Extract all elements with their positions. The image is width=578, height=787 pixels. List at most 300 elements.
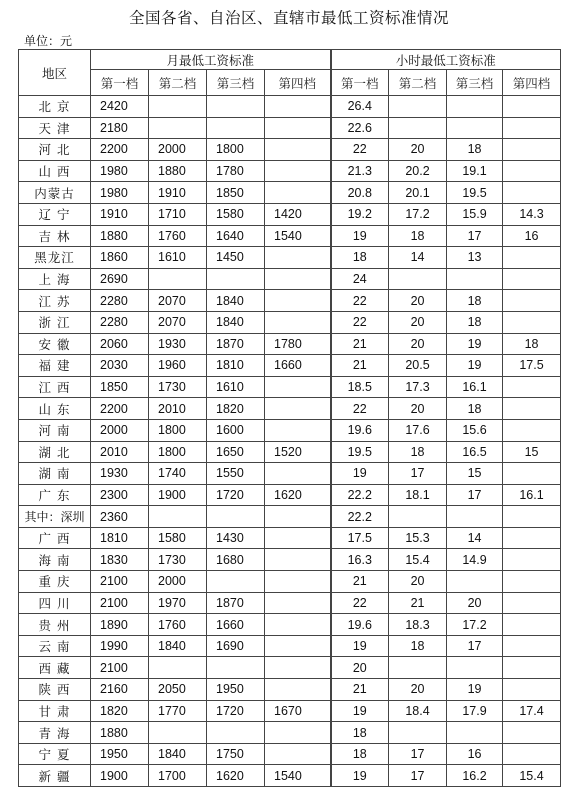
hourly-wage-cell: 18 <box>447 398 503 420</box>
hourly-wage-cell: 19.5 <box>447 182 503 204</box>
monthly-wage-cell <box>207 657 265 679</box>
hourly-wage-cell: 20 <box>389 571 447 593</box>
monthly-wage-cell: 2010 <box>91 441 149 463</box>
hourly-wage-cell <box>447 506 503 528</box>
table-row <box>19 96 561 118</box>
monthly-wage-cell: 2100 <box>91 571 149 593</box>
monthly-wage-cell: 1610 <box>149 247 207 269</box>
hourly-wage-cell <box>503 247 561 269</box>
table-row <box>19 635 561 657</box>
hourly-wage-cell <box>503 398 561 420</box>
hourly-wage-cell <box>503 160 561 182</box>
region-cell: 上 海 <box>19 268 91 290</box>
hourly-wage-cell: 19.5 <box>331 441 389 463</box>
monthly-wage-cell: 1830 <box>91 549 149 571</box>
region-cell: 河 南 <box>19 419 91 441</box>
table-row <box>19 722 561 744</box>
monthly-wage-cell: 1750 <box>207 743 265 765</box>
table-row <box>19 679 561 701</box>
monthly-wage-cell <box>265 743 331 765</box>
monthly-wage-cell <box>265 139 331 161</box>
monthly-wage-cell: 1990 <box>91 635 149 657</box>
monthly-wage-cell: 1690 <box>207 635 265 657</box>
hourly-wage-cell: 21 <box>331 679 389 701</box>
monthly-wage-cell: 1780 <box>265 333 331 355</box>
monthly-wage-cell <box>265 160 331 182</box>
monthly-wage-cell: 1700 <box>149 765 207 787</box>
monthly-wage-cell: 2200 <box>91 139 149 161</box>
monthly-wage-cell: 1520 <box>265 441 331 463</box>
monthly-wage-cell <box>265 247 331 269</box>
table-row <box>19 614 561 636</box>
region-cell: 山 西 <box>19 160 91 182</box>
monthly-wage-cell <box>149 657 207 679</box>
monthly-wage-cell: 1850 <box>91 376 149 398</box>
hourly-wage-cell <box>447 571 503 593</box>
hourly-wage-cell: 20 <box>447 592 503 614</box>
hourly-wage-cell: 20.2 <box>389 160 447 182</box>
hourly-wage-cell <box>503 527 561 549</box>
header-monthly-tier-3: 第三档 <box>207 70 265 96</box>
hourly-wage-cell: 20 <box>389 333 447 355</box>
monthly-wage-cell: 1680 <box>207 549 265 571</box>
region-cell: 广 西 <box>19 527 91 549</box>
hourly-wage-cell <box>447 657 503 679</box>
hourly-wage-cell: 18 <box>389 225 447 247</box>
hourly-wage-cell: 18 <box>331 722 389 744</box>
header-monthly: 月最低工资标准 <box>91 50 331 70</box>
monthly-wage-cell <box>149 96 207 118</box>
hourly-wage-cell: 14 <box>389 247 447 269</box>
monthly-wage-cell <box>265 679 331 701</box>
hourly-wage-cell: 17 <box>447 635 503 657</box>
monthly-wage-cell: 1740 <box>149 463 207 485</box>
hourly-wage-cell <box>503 268 561 290</box>
monthly-wage-cell <box>265 96 331 118</box>
hourly-wage-cell <box>447 117 503 139</box>
monthly-wage-cell: 2420 <box>91 96 149 118</box>
region-cell: 广 东 <box>19 484 91 506</box>
monthly-wage-cell: 1840 <box>207 290 265 312</box>
hourly-wage-cell: 21 <box>331 333 389 355</box>
hourly-wage-cell <box>503 376 561 398</box>
hourly-wage-cell: 19 <box>447 333 503 355</box>
monthly-wage-cell: 1580 <box>207 203 265 225</box>
hourly-wage-cell: 14.3 <box>503 203 561 225</box>
hourly-wage-cell: 19 <box>331 765 389 787</box>
monthly-wage-cell <box>265 549 331 571</box>
hourly-wage-cell: 16 <box>447 743 503 765</box>
monthly-wage-cell: 1890 <box>91 614 149 636</box>
hourly-wage-cell <box>503 743 561 765</box>
monthly-wage-cell: 1580 <box>149 527 207 549</box>
monthly-wage-cell <box>265 614 331 636</box>
region-cell: 陕 西 <box>19 679 91 701</box>
header-hourly-tier-2: 第二档 <box>389 70 447 96</box>
hourly-wage-cell: 21 <box>331 571 389 593</box>
table-row <box>19 419 561 441</box>
monthly-wage-cell <box>265 419 331 441</box>
hourly-wage-cell: 18 <box>389 635 447 657</box>
monthly-wage-cell <box>149 268 207 290</box>
hourly-wage-cell <box>503 549 561 571</box>
hourly-wage-cell <box>503 635 561 657</box>
table-row <box>19 765 561 787</box>
monthly-wage-cell: 2030 <box>91 355 149 377</box>
table-row <box>19 376 561 398</box>
table-row <box>19 225 561 247</box>
table-row <box>19 290 561 312</box>
hourly-wage-cell <box>503 419 561 441</box>
monthly-wage-cell: 1870 <box>207 592 265 614</box>
monthly-wage-cell: 1970 <box>149 592 207 614</box>
hourly-wage-cell: 22 <box>331 398 389 420</box>
monthly-wage-cell <box>265 463 331 485</box>
monthly-wage-cell: 1660 <box>265 355 331 377</box>
monthly-wage-cell: 1430 <box>207 527 265 549</box>
hourly-wage-cell: 15 <box>447 463 503 485</box>
region-cell: 吉 林 <box>19 225 91 247</box>
hourly-wage-cell: 22.6 <box>331 117 389 139</box>
hourly-wage-cell: 19 <box>331 635 389 657</box>
monthly-wage-cell: 1950 <box>91 743 149 765</box>
hourly-wage-cell <box>447 96 503 118</box>
hourly-wage-cell: 15.9 <box>447 203 503 225</box>
monthly-wage-cell <box>265 182 331 204</box>
hourly-wage-cell: 19.6 <box>331 419 389 441</box>
hourly-wage-cell <box>503 139 561 161</box>
hourly-wage-cell: 16.2 <box>447 765 503 787</box>
hourly-wage-cell: 16 <box>503 225 561 247</box>
hourly-wage-cell <box>389 506 447 528</box>
monthly-wage-cell: 1960 <box>149 355 207 377</box>
hourly-wage-cell: 17 <box>389 765 447 787</box>
hourly-wage-cell: 17.5 <box>331 527 389 549</box>
hourly-wage-cell <box>503 117 561 139</box>
hourly-wage-cell: 20 <box>331 657 389 679</box>
table-row <box>19 398 561 420</box>
hourly-wage-cell: 18 <box>447 311 503 333</box>
hourly-wage-cell: 22 <box>331 311 389 333</box>
hourly-wage-cell: 17 <box>389 463 447 485</box>
monthly-wage-cell: 1660 <box>207 614 265 636</box>
monthly-wage-cell: 1840 <box>207 311 265 333</box>
monthly-wage-cell: 1540 <box>265 765 331 787</box>
hourly-wage-cell: 20 <box>389 311 447 333</box>
hourly-wage-cell <box>503 311 561 333</box>
monthly-wage-cell: 1640 <box>207 225 265 247</box>
region-cell: 青 海 <box>19 722 91 744</box>
hourly-wage-cell: 19 <box>331 463 389 485</box>
hourly-wage-cell: 20 <box>389 398 447 420</box>
table-row <box>19 571 561 593</box>
region-cell: 其中：深圳 <box>19 506 91 528</box>
monthly-wage-cell: 1650 <box>207 441 265 463</box>
hourly-wage-cell: 17 <box>447 484 503 506</box>
monthly-wage-cell: 1550 <box>207 463 265 485</box>
hourly-wage-cell <box>389 117 447 139</box>
monthly-wage-cell: 2360 <box>91 506 149 528</box>
hourly-wage-cell: 15.4 <box>503 765 561 787</box>
region-cell: 新 疆 <box>19 765 91 787</box>
page-title: 全国各省、自治区、直辖市最低工资标准情况 <box>128 9 449 27</box>
monthly-wage-cell: 1810 <box>91 527 149 549</box>
hourly-wage-cell: 24 <box>331 268 389 290</box>
hourly-wage-cell <box>503 506 561 528</box>
region-cell: 天 津 <box>19 117 91 139</box>
hourly-wage-cell: 16.5 <box>447 441 503 463</box>
monthly-wage-cell: 1810 <box>207 355 265 377</box>
table-row <box>19 743 561 765</box>
hourly-wage-cell: 21 <box>331 355 389 377</box>
monthly-wage-cell: 1980 <box>91 182 149 204</box>
monthly-wage-cell: 1820 <box>207 398 265 420</box>
monthly-wage-cell <box>265 117 331 139</box>
hourly-wage-cell: 18.4 <box>389 700 447 722</box>
hourly-wage-cell: 15.4 <box>389 549 447 571</box>
region-cell: 安 徽 <box>19 333 91 355</box>
hourly-wage-cell: 19.2 <box>331 203 389 225</box>
hourly-wage-cell: 19 <box>331 225 389 247</box>
header-monthly-tier-2: 第二档 <box>149 70 207 96</box>
region-cell: 福 建 <box>19 355 91 377</box>
monthly-wage-cell: 1880 <box>91 225 149 247</box>
monthly-wage-cell: 2070 <box>149 311 207 333</box>
hourly-wage-cell <box>389 722 447 744</box>
hourly-wage-cell: 18 <box>447 290 503 312</box>
monthly-wage-cell <box>265 311 331 333</box>
monthly-wage-cell: 1420 <box>265 203 331 225</box>
table-row <box>19 203 561 225</box>
monthly-wage-cell <box>149 117 207 139</box>
monthly-wage-cell: 2000 <box>149 139 207 161</box>
hourly-wage-cell <box>447 268 503 290</box>
hourly-wage-cell <box>503 657 561 679</box>
table-row <box>19 160 561 182</box>
hourly-wage-cell: 20 <box>389 679 447 701</box>
hourly-wage-cell: 15.6 <box>447 419 503 441</box>
hourly-wage-cell: 16.3 <box>331 549 389 571</box>
monthly-wage-cell <box>265 376 331 398</box>
monthly-wage-cell <box>207 722 265 744</box>
hourly-wage-cell: 17.5 <box>503 355 561 377</box>
hourly-wage-cell: 18 <box>389 441 447 463</box>
hourly-wage-cell: 22.2 <box>331 506 389 528</box>
monthly-wage-cell <box>265 290 331 312</box>
hourly-wage-cell: 14.9 <box>447 549 503 571</box>
monthly-wage-cell <box>149 722 207 744</box>
region-cell: 北 京 <box>19 96 91 118</box>
hourly-wage-cell: 22.2 <box>331 484 389 506</box>
monthly-wage-cell: 2690 <box>91 268 149 290</box>
monthly-wage-cell: 2000 <box>91 419 149 441</box>
hourly-wage-cell: 22 <box>331 290 389 312</box>
region-cell: 西 藏 <box>19 657 91 679</box>
monthly-wage-cell: 2060 <box>91 333 149 355</box>
monthly-wage-cell: 1720 <box>207 700 265 722</box>
monthly-wage-cell: 2010 <box>149 398 207 420</box>
monthly-wage-cell: 2180 <box>91 117 149 139</box>
table-row <box>19 247 561 269</box>
monthly-wage-cell: 1880 <box>149 160 207 182</box>
monthly-wage-cell <box>207 571 265 593</box>
monthly-wage-cell <box>265 398 331 420</box>
hourly-wage-cell: 17.3 <box>389 376 447 398</box>
monthly-wage-cell <box>265 722 331 744</box>
monthly-wage-cell: 1860 <box>91 247 149 269</box>
table-row <box>19 139 561 161</box>
region-cell: 湖 北 <box>19 441 91 463</box>
region-cell: 江 苏 <box>19 290 91 312</box>
hourly-wage-cell: 18.1 <box>389 484 447 506</box>
unit-label: 单位：元 <box>24 34 73 48</box>
monthly-wage-cell: 1730 <box>149 376 207 398</box>
region-cell: 海 南 <box>19 549 91 571</box>
region-cell: 浙 江 <box>19 311 91 333</box>
hourly-wage-cell: 17.2 <box>447 614 503 636</box>
hourly-wage-cell: 22 <box>331 592 389 614</box>
hourly-wage-cell <box>503 679 561 701</box>
hourly-wage-cell: 15 <box>503 441 561 463</box>
monthly-wage-cell: 1840 <box>149 743 207 765</box>
monthly-wage-cell: 2100 <box>91 592 149 614</box>
table-row <box>19 484 561 506</box>
table-row <box>19 657 561 679</box>
hourly-wage-cell: 20 <box>389 290 447 312</box>
hourly-wage-cell <box>389 268 447 290</box>
header-hourly-tier-1: 第一档 <box>331 70 389 96</box>
hourly-wage-cell: 22 <box>331 139 389 161</box>
hourly-wage-cell: 17.4 <box>503 700 561 722</box>
header-tiers-row <box>19 70 561 96</box>
monthly-wage-cell: 1850 <box>207 182 265 204</box>
hourly-wage-cell <box>389 96 447 118</box>
min-wage-table <box>18 49 561 787</box>
monthly-wage-cell: 1770 <box>149 700 207 722</box>
header-hourly-tier-3: 第三档 <box>447 70 503 96</box>
monthly-wage-cell: 2000 <box>149 571 207 593</box>
monthly-wage-cell <box>207 117 265 139</box>
hourly-wage-cell <box>389 657 447 679</box>
table-row <box>19 441 561 463</box>
monthly-wage-cell: 2280 <box>91 290 149 312</box>
hourly-wage-cell: 18 <box>331 743 389 765</box>
hourly-wage-cell: 20.5 <box>389 355 447 377</box>
hourly-wage-cell <box>503 722 561 744</box>
region-cell: 内蒙古 <box>19 182 91 204</box>
monthly-wage-cell <box>265 657 331 679</box>
hourly-wage-cell: 19.6 <box>331 614 389 636</box>
monthly-wage-cell: 1620 <box>207 765 265 787</box>
hourly-wage-cell: 16.1 <box>447 376 503 398</box>
monthly-wage-cell: 1910 <box>91 203 149 225</box>
monthly-wage-cell: 1910 <box>149 182 207 204</box>
hourly-wage-cell: 19 <box>447 355 503 377</box>
table-row <box>19 182 561 204</box>
monthly-wage-cell: 1980 <box>91 160 149 182</box>
region-cell: 宁 夏 <box>19 743 91 765</box>
monthly-wage-cell: 1900 <box>91 765 149 787</box>
hourly-wage-cell: 17.2 <box>389 203 447 225</box>
table-row <box>19 355 561 377</box>
monthly-wage-cell: 2280 <box>91 311 149 333</box>
table-row <box>19 592 561 614</box>
header-monthly-tier-4: 第四档 <box>265 70 331 96</box>
monthly-wage-cell: 2050 <box>149 679 207 701</box>
region-cell: 甘 肃 <box>19 700 91 722</box>
hourly-wage-cell: 20.1 <box>389 182 447 204</box>
monthly-wage-cell: 1870 <box>207 333 265 355</box>
monthly-wage-cell: 2300 <box>91 484 149 506</box>
monthly-wage-cell <box>265 592 331 614</box>
monthly-wage-cell: 1450 <box>207 247 265 269</box>
monthly-wage-cell: 1800 <box>207 139 265 161</box>
hourly-wage-cell: 17 <box>389 743 447 765</box>
hourly-wage-cell: 17 <box>447 225 503 247</box>
monthly-wage-cell: 1610 <box>207 376 265 398</box>
hourly-wage-cell: 21 <box>389 592 447 614</box>
region-cell: 黑龙江 <box>19 247 91 269</box>
hourly-wage-cell: 17.9 <box>447 700 503 722</box>
monthly-wage-cell: 1840 <box>149 635 207 657</box>
hourly-wage-cell: 18 <box>331 247 389 269</box>
monthly-wage-cell: 1800 <box>149 441 207 463</box>
region-cell: 重 庆 <box>19 571 91 593</box>
hourly-wage-cell: 20 <box>389 139 447 161</box>
table-row <box>19 117 561 139</box>
monthly-wage-cell <box>265 268 331 290</box>
table-row <box>19 311 561 333</box>
hourly-wage-cell: 21.3 <box>331 160 389 182</box>
header-hourly-tier-4: 第四档 <box>503 70 561 96</box>
table-row <box>19 506 561 528</box>
hourly-wage-cell: 18.5 <box>331 376 389 398</box>
region-cell: 山 东 <box>19 398 91 420</box>
monthly-wage-cell: 1760 <box>149 225 207 247</box>
region-cell: 辽 宁 <box>19 203 91 225</box>
hourly-wage-cell: 19 <box>447 679 503 701</box>
monthly-wage-cell: 2070 <box>149 290 207 312</box>
monthly-wage-cell <box>207 96 265 118</box>
monthly-wage-cell: 1540 <box>265 225 331 247</box>
hourly-wage-cell: 18.3 <box>389 614 447 636</box>
monthly-wage-cell: 1780 <box>207 160 265 182</box>
monthly-wage-cell: 1900 <box>149 484 207 506</box>
monthly-wage-cell: 1670 <box>265 700 331 722</box>
hourly-wage-cell: 18 <box>447 139 503 161</box>
monthly-wage-cell: 1930 <box>91 463 149 485</box>
region-cell: 湖 南 <box>19 463 91 485</box>
hourly-wage-cell: 15.3 <box>389 527 447 549</box>
monthly-wage-cell <box>265 506 331 528</box>
hourly-wage-cell <box>503 182 561 204</box>
monthly-wage-cell: 2100 <box>91 657 149 679</box>
region-cell: 四 川 <box>19 592 91 614</box>
hourly-wage-cell <box>503 290 561 312</box>
monthly-wage-cell: 1800 <box>149 419 207 441</box>
hourly-wage-cell: 18 <box>503 333 561 355</box>
monthly-wage-cell: 1730 <box>149 549 207 571</box>
hourly-wage-cell: 14 <box>447 527 503 549</box>
table-body <box>19 96 561 787</box>
hourly-wage-cell: 16.1 <box>503 484 561 506</box>
monthly-wage-cell: 1710 <box>149 203 207 225</box>
hourly-wage-cell: 17.6 <box>389 419 447 441</box>
monthly-wage-cell: 2160 <box>91 679 149 701</box>
hourly-wage-cell <box>503 614 561 636</box>
table-row <box>19 333 561 355</box>
monthly-wage-cell <box>265 635 331 657</box>
